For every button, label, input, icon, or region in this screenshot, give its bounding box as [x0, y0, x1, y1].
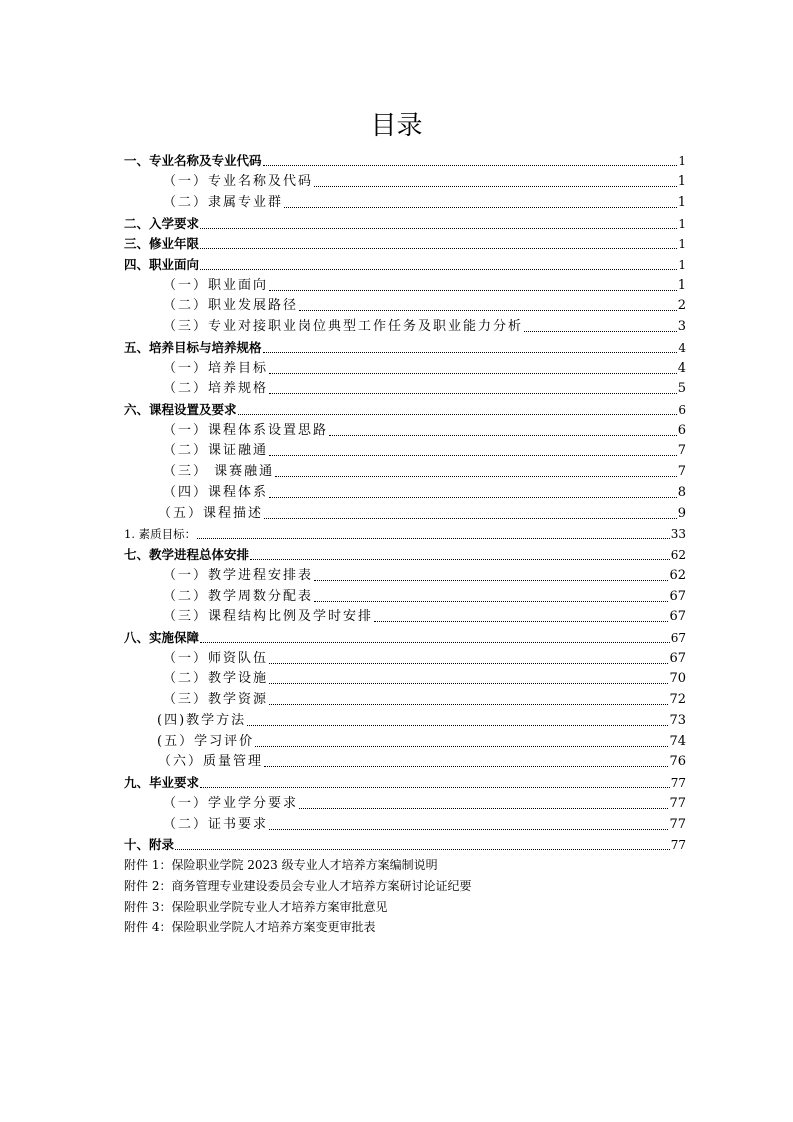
toc-entry[interactable] — [124, 771, 686, 791]
toc-entry-label: (四)教学方法 — [157, 713, 247, 728]
toc-entry[interactable] — [124, 833, 686, 853]
toc-entry-label: （二）职业发展路径 — [163, 298, 299, 313]
toc-entry-label: 三、修业年限 — [124, 236, 200, 251]
toc-entry-label: 九、毕业要求 — [124, 775, 200, 790]
toc-entry-label: （二）证书要求 — [163, 817, 269, 832]
toc-dot-leader — [284, 207, 677, 208]
toc-entry-page: 74 — [669, 734, 686, 749]
toc-entry-page: 67 — [669, 589, 686, 604]
toc-dot-leader — [329, 435, 677, 436]
toc-entry-page: 5 — [677, 381, 686, 396]
toc-entry[interactable] — [163, 419, 686, 439]
toc-entry[interactable] — [163, 481, 686, 501]
toc-entry[interactable] — [124, 336, 686, 356]
toc-entry-label: （四）课程体系 — [163, 485, 269, 500]
toc-dot-leader — [175, 849, 670, 850]
toc-dot-leader — [200, 642, 670, 643]
toc-entry-page: 1 — [677, 195, 686, 210]
toc-dot-leader — [200, 228, 677, 229]
toc-entry-label: （一）职业面向 — [163, 278, 269, 293]
toc-entry-label: 四、职业面向 — [124, 257, 200, 272]
appendix-item[interactable]: 附件 4：保险职业学院人才培养方案变更审批表 — [124, 920, 376, 934]
toc-entry-page: 76 — [669, 754, 686, 769]
toc-entry[interactable] — [124, 212, 686, 232]
toc-entry-label: （二）教学周数分配表 — [163, 589, 314, 604]
toc-entry-label: （一）师资队伍 — [163, 651, 269, 666]
toc-dot-leader — [374, 621, 668, 622]
toc-entry-page: 1 — [678, 237, 686, 251]
toc-entry-page: 3 — [677, 319, 686, 334]
toc-entry[interactable] — [163, 688, 686, 708]
toc-dot-leader — [275, 476, 677, 477]
toc-entry[interactable] — [163, 605, 686, 625]
toc-entry-page: 67 — [669, 651, 686, 666]
toc-entry-page: 1 — [677, 278, 686, 293]
toc-entry-page: 4 — [678, 341, 686, 355]
toc-entry-page: 1 — [678, 217, 686, 231]
toc-entry[interactable] — [124, 149, 686, 169]
toc-entry-page: 8 — [677, 485, 686, 500]
toc-dot-leader — [269, 704, 668, 705]
toc-entry-page: 70 — [669, 671, 686, 686]
toc-entry[interactable] — [158, 502, 686, 522]
toc-entry-label: （二）教学设施 — [163, 671, 269, 686]
toc-dot-leader — [299, 310, 677, 311]
toc-entry-page: 77 — [670, 776, 686, 790]
toc-entry[interactable] — [163, 170, 686, 190]
toc-entry-page: 33 — [670, 527, 686, 541]
toc-entry[interactable] — [124, 253, 686, 273]
toc-entry-page: 4 — [677, 361, 686, 376]
toc-entry[interactable] — [163, 813, 686, 833]
toc-dot-leader — [238, 414, 678, 415]
toc-dot-leader — [269, 497, 677, 498]
toc-dot-leader — [200, 248, 677, 249]
appendix-item[interactable]: 附件 1：保险职业学院 2023 级专业人才培养方案编制说明 — [124, 858, 438, 872]
toc-entry-page: 73 — [669, 713, 686, 728]
toc-entry[interactable] — [124, 543, 686, 563]
toc-dot-leader — [314, 601, 668, 602]
toc-entry[interactable] — [163, 792, 686, 812]
toc-entry-label: （二）隶属专业群 — [163, 195, 284, 210]
toc-dot-leader — [314, 580, 668, 581]
toc-entry-page: 1 — [678, 258, 686, 272]
toc-entry[interactable] — [124, 232, 686, 252]
toc-dot-leader — [250, 559, 670, 560]
toc-entry-page: 62 — [670, 548, 686, 562]
toc-entry-label: （一）教学进程安排表 — [163, 568, 314, 583]
toc-entry[interactable] — [124, 522, 686, 542]
toc-entry[interactable] — [158, 750, 686, 770]
toc-entry[interactable] — [163, 377, 686, 397]
toc-entry-label: （一）培养目标 — [163, 361, 269, 376]
toc-entry-page: 67 — [670, 631, 686, 645]
toc-entry[interactable] — [163, 564, 686, 584]
toc-dot-leader — [299, 808, 668, 809]
toc-entry[interactable] — [163, 585, 686, 605]
toc-entry-page: 7 — [677, 464, 686, 479]
toc-entry[interactable] — [163, 294, 686, 314]
toc-entry-label: 八、实施保障 — [124, 630, 200, 645]
toc-entry-label: 十、附录 — [124, 837, 175, 852]
toc-dot-leader — [263, 165, 678, 166]
toc-entry-label: （一）学业学分要求 — [163, 796, 299, 811]
toc-entry[interactable] — [163, 460, 686, 480]
toc-entry-page: 62 — [669, 568, 686, 583]
toc-entry[interactable] — [124, 626, 686, 646]
toc-entry-page: 7 — [677, 443, 686, 458]
toc-dot-leader — [197, 538, 670, 539]
toc-entry-page: 2 — [677, 298, 686, 313]
toc-entry[interactable] — [124, 398, 686, 418]
toc-dot-leader — [269, 290, 677, 291]
toc-dot-leader — [255, 746, 668, 747]
toc-dot-leader — [264, 766, 668, 767]
toc-entry-label: 六、课程设置及要求 — [124, 402, 237, 417]
toc-entry-page: 77 — [669, 796, 686, 811]
toc-dot-leader — [269, 683, 668, 684]
toc-dot-leader — [314, 186, 677, 187]
toc-dot-leader — [200, 269, 677, 270]
toc-entry-page: 1 — [677, 174, 686, 189]
toc-dot-leader — [269, 393, 677, 394]
toc-entry-label: （二）培养规格 — [163, 381, 269, 396]
toc-dot-leader — [269, 373, 677, 374]
toc-entry-page: 72 — [669, 692, 686, 707]
toc-entry-label: 1. 素质目标： — [124, 527, 197, 541]
toc-entry[interactable] — [163, 667, 686, 687]
toc-entry[interactable] — [163, 191, 686, 211]
toc-entry[interactable] — [163, 274, 686, 294]
toc-dot-leader — [264, 518, 677, 519]
toc-entry-label: （二）课证融通 — [163, 443, 269, 458]
appendix-item[interactable]: 附件 3：保险职业学院专业人才培养方案审批意见 — [124, 900, 388, 914]
toc-entry[interactable] — [163, 357, 686, 377]
toc-entry-label: （一）课程体系设置思路 — [163, 423, 329, 438]
appendix-item[interactable]: 附件 2：商务管理专业建设委员会专业人才培养方案研讨论证纪要 — [124, 879, 472, 893]
toc-dot-leader — [269, 663, 668, 664]
toc-entry[interactable] — [163, 315, 686, 335]
toc-dot-leader — [200, 787, 670, 788]
toc-entry-label: 二、入学要求 — [124, 216, 200, 231]
toc-entry-page: 9 — [677, 506, 686, 521]
toc-entry-label: （三）教学资源 — [163, 692, 269, 707]
toc-entry-page: 1 — [678, 154, 686, 168]
toc-entry-label: 五、培养目标与培养规格 — [124, 340, 262, 355]
toc-entry-label: （三）专业对接职业岗位典型工作任务及职业能力分析 — [163, 319, 524, 334]
toc-entry-label: （三）课程结构比例及学时安排 — [163, 609, 374, 624]
toc-dot-leader — [263, 352, 678, 353]
toc-entry-page: 6 — [677, 423, 686, 438]
toc-entry-page: 67 — [669, 609, 686, 624]
toc-entry-page: 77 — [670, 838, 686, 852]
toc-entry-label: 一、专业名称及专业代码 — [124, 153, 262, 168]
toc-entry-page: 6 — [678, 403, 686, 417]
toc-entry-label: 七、教学进程总体安排 — [124, 547, 250, 562]
toc-dot-leader — [247, 725, 668, 726]
toc-entry-label: （五）课程描述 — [158, 506, 264, 521]
toc-dot-leader — [524, 331, 677, 332]
toc-entry-page: 77 — [669, 817, 686, 832]
toc-entry-label: （三） 课赛融通 — [163, 464, 275, 479]
toc-entry[interactable] — [157, 730, 686, 750]
page-title: 目录 — [370, 111, 423, 141]
toc-dot-leader — [269, 455, 677, 456]
toc-entry[interactable] — [163, 647, 686, 667]
toc-entry-label: （一）专业名称及代码 — [163, 174, 314, 189]
toc-entry[interactable] — [163, 439, 686, 459]
toc-entry-label: (五）学习评价 — [157, 734, 255, 749]
toc-entry[interactable] — [157, 709, 686, 729]
toc-entry-label: （六）质量管理 — [158, 754, 264, 769]
toc-dot-leader — [269, 829, 668, 830]
